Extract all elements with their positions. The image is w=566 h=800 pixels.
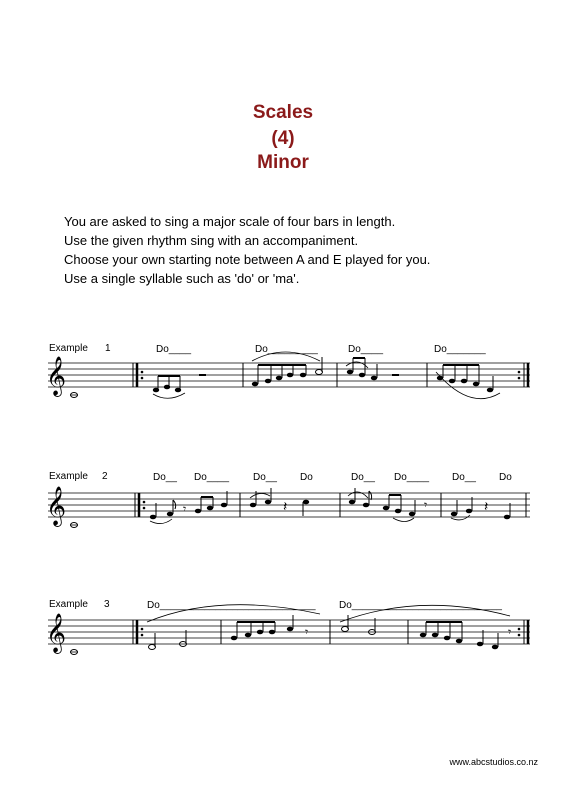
treble-clef-icon: 𝄞 [46,613,67,653]
example-1-staff [0,335,566,415]
example-label: Example [49,343,88,354]
page-subtitle: Minor [257,152,309,173]
svg-text:𝄽: 𝄽 [484,499,489,515]
lyric: Do__ [351,472,375,483]
notes-bar-2 [250,488,309,516]
lyric: Do [300,472,313,483]
example-number: 2 [102,471,108,482]
lyric: Do___________________________ [339,600,502,611]
instruction-line: Choose your own starting note between A and E played for you. [64,252,431,267]
staff-lines [48,493,530,517]
example-label: Example [49,471,88,482]
example-number: 1 [105,343,111,354]
example-3-staff [0,592,566,672]
notes-bar-1 [147,605,320,650]
lyric: Do__ [452,472,476,483]
lyric: Do____ [348,344,384,355]
instruction-line: Use a single syllable such as 'do' or 'ma'. [64,271,300,286]
lyric: Do____ [194,472,230,483]
notes-bar-1 [153,374,206,398]
notes-bar-1 [150,491,227,524]
notes-bar-4 [451,497,510,520]
instruction-line: You are asked to sing a major scale of four bars in length. [64,214,396,229]
page-title: Scales [252,102,314,123]
scale-number: (4) [271,128,295,149]
notes-bar-4 [436,365,500,399]
notes-bar-2 [231,615,308,640]
lyric: Do_________ [255,344,318,355]
lyric: Do_______ [434,344,486,355]
svg-text:𝄾: 𝄾 [305,625,309,639]
lyric: Do____ [394,472,430,483]
lyric: Do__ [253,472,277,483]
lyric: Do__ [153,472,177,483]
example-number: 3 [104,599,110,610]
instruction-line: Use the given rhythm sing with an accompaniment. [64,233,359,248]
svg-text:𝄽: 𝄽 [283,499,288,515]
example-2-staff [0,465,566,545]
treble-clef-icon: 𝄞 [46,486,67,526]
example-label: Example [49,599,88,610]
treble-clef-icon: 𝄞 [46,356,67,396]
svg-text:𝄾: 𝄾 [183,502,187,516]
footer-website: www.abcstudios.co.nz [449,757,538,767]
lyric: Do____________________________ [147,600,316,611]
svg-text:𝄾: 𝄾 [424,498,428,512]
instructions [64,212,430,288]
lyric: Do____ [156,344,192,355]
svg-text:𝄾: 𝄾 [508,625,512,639]
lyric: Do [499,472,512,483]
